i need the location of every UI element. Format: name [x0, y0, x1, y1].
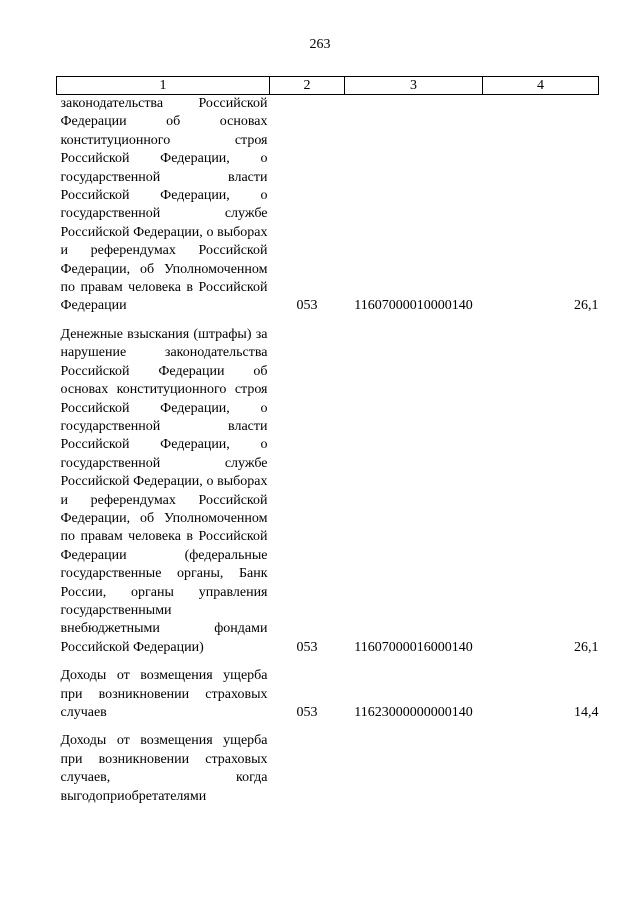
- column-header-4: 4: [483, 77, 599, 95]
- table-row: [57, 316, 599, 657]
- amount: 26,1: [574, 298, 599, 314]
- revenue-table: [56, 76, 599, 806]
- revenue-name: законодательства Российской Федерации об основах конституционного строя Российской Федерации, о государственной власти Российской Федерации, о государственной службе Российской Федерации, о выборах и референдумах Российской Федерации, об Уполномоченном по правам человека в Российской Федерации: [60, 96, 268, 314]
- table-row: [57, 657, 599, 722]
- amount: 14,4: [574, 705, 599, 720]
- table-row: [57, 722, 599, 806]
- admin-code: 053: [296, 705, 318, 720]
- budget-classification-code: 11607000016000140: [354, 639, 473, 655]
- admin-code: 053: [296, 298, 318, 314]
- budget-classification-code: 11623000000000140: [354, 705, 473, 720]
- page-number: 263: [309, 37, 331, 52]
- admin-code: [270, 722, 345, 806]
- table-header-row: [57, 77, 599, 95]
- admin-code: 053: [296, 639, 318, 655]
- amount: [483, 722, 599, 806]
- column-header-3: 3: [345, 77, 483, 95]
- table-row: [57, 95, 599, 316]
- column-header-1: 1: [57, 77, 270, 95]
- revenue-name: Доходы от возмещения ущерба при возникновении страховых случаев, когда выгодоприобретателями: [60, 733, 268, 804]
- revenue-name: Денежные взыскания (штрафы) за нарушение законодательства Российской Федерации об основах конституционного строя Российской Федерации, о государственной власти Российской Федерации, о государственной службе Российской Федерации, о выборах и референдумах Российской Федерации, об Уполномоченном по правам человека в Российской Федерации (федеральные государственные органы, Банк России, органы управления государственными внебюджетными фондами Российской Федерации): [60, 326, 268, 655]
- budget-classification-code: 11607000010000140: [354, 298, 473, 314]
- budget-classification-code: [345, 722, 483, 806]
- amount: 26,1: [574, 639, 599, 655]
- revenue-name: Доходы от возмещения ущерба при возникновении страховых случаев: [60, 668, 268, 720]
- column-header-2: 2: [270, 77, 345, 95]
